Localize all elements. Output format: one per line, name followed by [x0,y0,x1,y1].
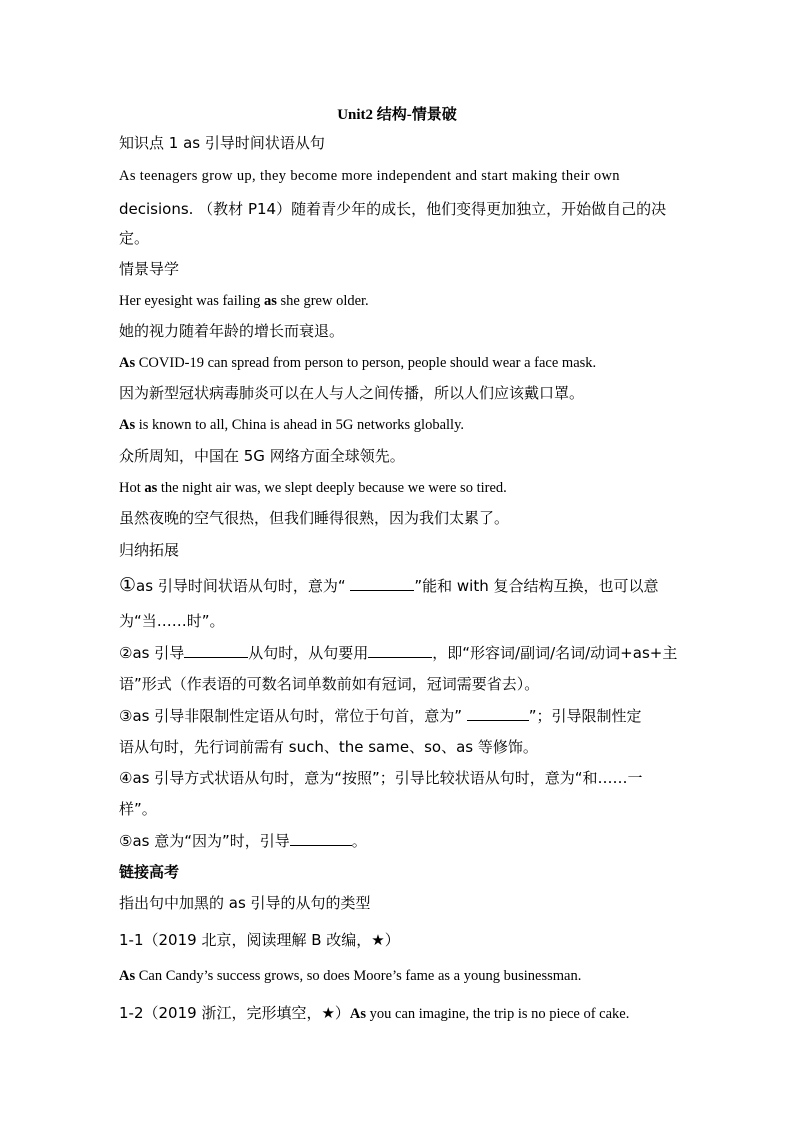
page-title: Unit2 结构-情景破 [337,107,457,123]
knowledge-point-heading: 知识点 1 as 引导时间状语从句 [119,134,325,152]
rule-1-line-1 [119,575,659,596]
textbook-sentence-line-3: 定。 [119,229,150,247]
example-3-chinese: 众所周知，中国在 5G 网络方面全球领先。 [119,447,405,465]
rule-2-line-2: 语”形式（作表语的可数名词单数前如有冠词，冠词需要省去）。 [119,675,540,693]
example-text: she grew older. [276,293,369,309]
rule-text: ”；引导限制性定 [528,707,642,725]
textbook-sentence-line-2: decisions. （教材 P14）随着青少年的成长，他们变得更加独立，开始做自己的决 [119,200,667,218]
fill-blank[interactable] [290,831,352,846]
fill-blank[interactable] [368,643,432,658]
example-4-english [119,478,507,498]
rule-3-line-2: 语从句时，先行词前需有 such、the same、so、as 等修饰。 [119,738,538,756]
rule-text: 。 [351,832,367,850]
bold-as: as [263,293,277,309]
example-text: Hot [119,480,145,496]
rule-text: ②as 引导 [119,644,185,662]
example-4-chinese: 虽然夜晚的空气很热，但我们睡得很熟，因为我们太累了。 [119,509,510,527]
rule-text: ⑤as 意为“因为”时，引导 [119,832,290,850]
bold-as: As [119,355,136,371]
rule-text: ”能和 with 复合结构互换，也可以意 [414,577,659,595]
fill-blank[interactable] [184,643,248,658]
rule-text: ③as 引导非限制性定语从句时，常位于句首，意为” [119,707,467,725]
question-text: you can imagine, the trip is no piece of cake. [366,1006,630,1022]
textbook-sentence-line-1: As teenagers grow up, they become more independent and start making their own [119,168,620,184]
rule-2-line-1 [119,643,677,663]
bold-as: As [119,417,136,433]
gaokao-heading: 链接高考 [119,863,180,881]
rule-5 [119,831,367,851]
example-text: is known to all, China is ahead in 5G networks globally. [135,417,465,433]
fill-blank[interactable] [467,706,529,721]
example-text: the night air was, we slept deeply because we were so tired. [157,480,507,496]
example-text: COVID-19 can spread from person to person, people should wear a face mask. [135,355,597,371]
fill-blank[interactable] [350,576,414,591]
example-text: Her eyesight was failing [119,293,264,309]
rule-text: 从句时，从句要用 [248,644,369,662]
question-2 [119,1003,629,1024]
question-1-sentence [119,966,581,986]
question-text: Can Candy’s success grows, so does Moore’s fame as a young businessman. [135,968,582,984]
summary-heading: 归纳拓展 [119,541,180,559]
rule-text: ，即“形容词/副词/名词/动词+as+主 [432,644,678,662]
example-1-chinese: 她的视力随着年龄的增长而衰退。 [119,322,345,340]
question-2-label: 1-2（2019 浙江，完形填空，★） [119,1004,350,1022]
example-3-english [119,415,464,435]
rule-1-line-2: 为“当……时”。 [119,612,225,630]
circled-number-1: ① [119,574,137,596]
question-1-label: 1-1（2019 北京，阅读理解 B 改编，★） [119,931,400,949]
bold-as: As [349,1006,367,1022]
example-2-english [119,353,596,373]
rule-3-line-1 [119,706,642,726]
exercise-instruction: 指出句中加黑的 as 引导的从句的类型 [119,894,371,912]
bold-as: As [119,968,136,984]
example-2-chinese: 因为新型冠状病毒肺炎可以在人与人之间传播，所以人们应该戴口罩。 [119,384,585,402]
rule-4-line-1: ④as 引导方式状语从句时，意为“按照”；引导比较状语从句时，意为“和……一 [119,769,643,787]
example-1-english [119,291,369,311]
rule-4-line-2: 样”。 [119,800,157,818]
bold-as: as [144,480,158,496]
scene-heading: 情景导学 [119,260,180,278]
rule-text: as 引导时间状语从句时，意为“ [136,577,351,595]
